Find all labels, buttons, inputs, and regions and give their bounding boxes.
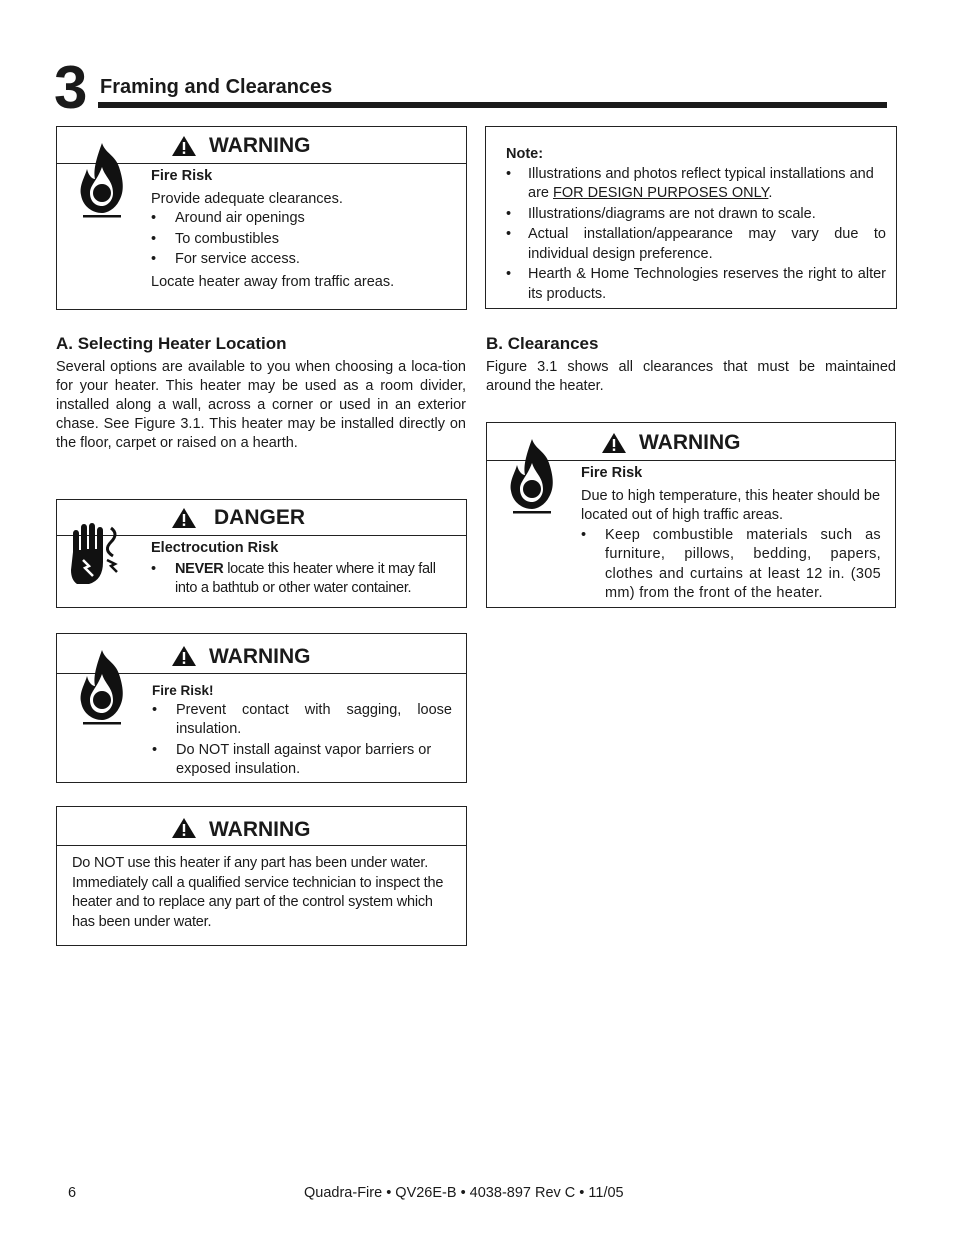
design-purposes-text: FOR DESIGN PURPOSES ONLY xyxy=(553,185,769,201)
warning-box-water xyxy=(56,806,467,946)
intro-text: Provide adequate clearances. xyxy=(151,190,343,207)
warning-triangle-icon xyxy=(601,432,627,454)
warning-triangle-icon xyxy=(171,507,197,529)
section-a-body: Several options are available to you when choosing a loca-tion for your heater. This heater may be used as a room divider, installed along a wall, across a corner or used in an exterior chase. See Figure 3.1. This heater may be installed directly on the floor, carpet or raised on a hearth. xyxy=(56,359,466,451)
hand-shock-icon xyxy=(67,522,121,592)
warning-box-insulation xyxy=(56,633,467,783)
footer-doc-info: Quadra-Fire • QV26E-B • 4038-897 Rev C • 11/05 xyxy=(304,1185,624,1201)
warning-label: WARNING xyxy=(209,134,311,157)
danger-box xyxy=(56,499,467,608)
note-item-end: . xyxy=(768,185,773,201)
danger-content xyxy=(151,539,456,599)
list-item: • Prevent contact with sagging, loose insulation. xyxy=(152,701,452,740)
warning-content xyxy=(151,167,451,292)
warning-triangle-icon xyxy=(171,135,197,157)
section-b-body: Figure 3.1 shows all clearances that must be maintained around the heater. xyxy=(486,359,896,394)
risk-title: Electrocution Risk xyxy=(151,540,279,556)
note-item-text: Illustrations and photos reflect typical installations and are xyxy=(528,165,874,201)
page-number: 6 xyxy=(68,1185,77,1201)
list-item: • Hearth & Home Technologies reserves the right to alter its products. xyxy=(506,265,886,304)
list-item: • Do NOT install against vapor barriers or exposed insulation. xyxy=(152,741,452,780)
warning-content xyxy=(581,464,881,604)
chapter-title: Framing and Clearances xyxy=(100,76,333,98)
flame-icon xyxy=(75,646,129,726)
list-item xyxy=(506,165,886,204)
chapter-number: 3 xyxy=(54,54,88,121)
list-item: • For service access. xyxy=(151,250,451,270)
list-item: • To combustibles xyxy=(151,230,451,250)
warning-label: WARNING xyxy=(209,818,311,841)
section-a-heading: A. Selecting Heater Location xyxy=(56,334,287,353)
warning-box-traffic xyxy=(486,422,896,608)
warning-triangle-icon xyxy=(171,817,197,839)
list-item: • Illustrations/diagrams are not drawn to scale. xyxy=(506,205,886,225)
warning-label: WARNING xyxy=(209,645,311,668)
note-title: Note: xyxy=(506,146,544,162)
danger-text: locate this heater where it may fall into a bathtub or other water container. xyxy=(175,560,436,596)
list-item xyxy=(151,560,456,599)
warning-content xyxy=(152,681,452,780)
header-rule xyxy=(98,102,887,108)
danger-label: DANGER xyxy=(214,506,306,529)
warning-box-fire-clearances xyxy=(56,126,467,310)
intro-text: Due to high temperature, this heater should be located out of high traffic areas. xyxy=(581,487,881,523)
risk-title: Fire Risk xyxy=(581,465,643,481)
outro-text: Locate heater away from traffic areas. xyxy=(151,273,395,290)
warning-header xyxy=(57,807,466,846)
section-b-heading: B. Clearances xyxy=(486,334,599,353)
warning-triangle-icon xyxy=(171,645,197,667)
risk-title: Fire Risk! xyxy=(152,683,214,698)
list-item: • Around air openings xyxy=(151,209,451,229)
warning-label: WARNING xyxy=(639,431,741,454)
list-item: • Actual installation/appearance may vary due to individual design preference. xyxy=(506,225,886,264)
list-item: • Keep combustible materials such as furniture, pillows, bedding, papers, clothes and curtains at least 12 in. (305 mm) from the front of the heater. xyxy=(581,526,881,604)
note-content xyxy=(506,145,886,304)
note-box xyxy=(485,126,897,309)
flame-icon xyxy=(505,435,559,515)
warning-body: Do NOT use this heater if any part has been under water. Immediately call a qualified service technician to inspect the heater and to replace any part of the control system which has been under water. xyxy=(72,855,444,930)
risk-title: Fire Risk xyxy=(151,168,213,184)
flame-icon xyxy=(75,139,129,219)
never-text: NEVER xyxy=(175,560,224,577)
